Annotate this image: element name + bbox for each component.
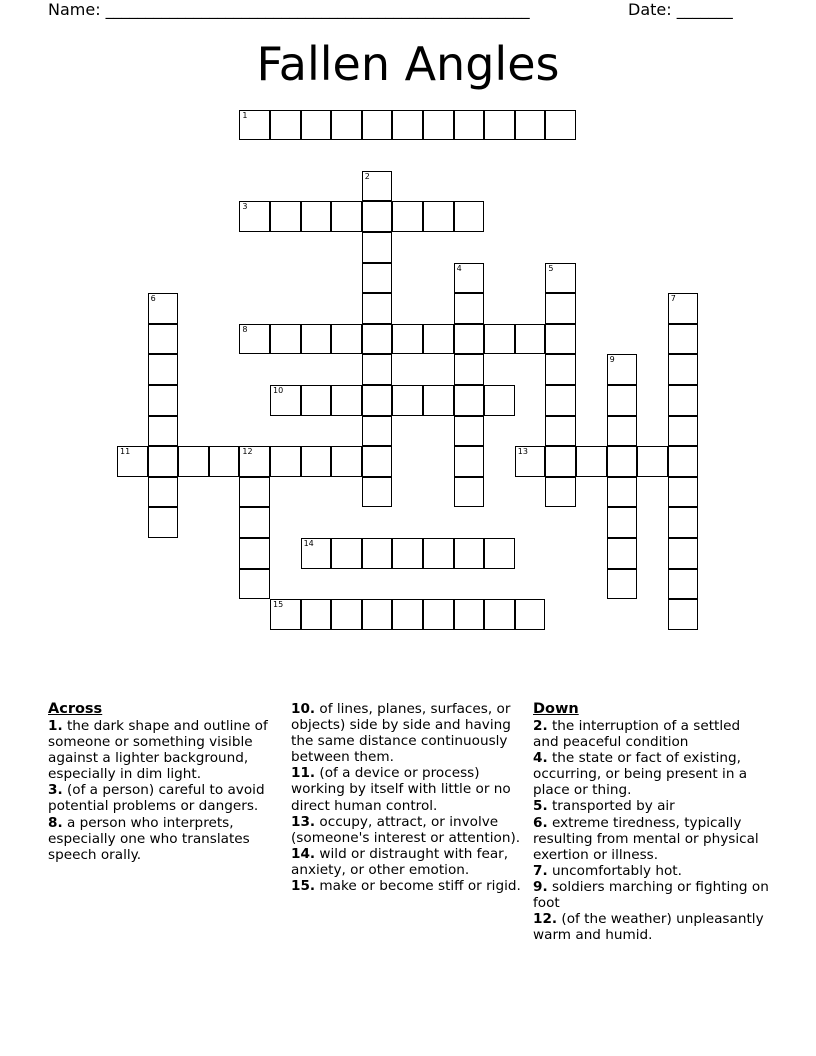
clue-item-text: the state or fact of existing, occurring, or being present in a place or thing. [533, 750, 748, 799]
clue-number: 1 [242, 110, 248, 120]
clue-item-number: 9. [533, 878, 548, 895]
across-clue-list [48, 718, 273, 863]
clue-item-number: 8. [48, 814, 63, 831]
grid-cell[interactable] [239, 507, 270, 538]
grid-cell[interactable] [454, 446, 485, 477]
grid-cell[interactable] [148, 446, 179, 477]
clue-item-text: soldiers marching or fighting on foot [533, 878, 769, 912]
clue-item [533, 911, 769, 943]
grid-cell[interactable] [607, 354, 638, 385]
grid-cell[interactable] [423, 324, 454, 355]
clues-column-3 [533, 701, 769, 943]
clue-item-number: 15. [291, 878, 316, 895]
clue-item [291, 878, 523, 894]
grid-cell[interactable] [668, 385, 699, 416]
grid-cell[interactable] [392, 538, 423, 569]
grid-cell[interactable] [301, 446, 332, 477]
clue-item [533, 718, 769, 750]
grid-cell[interactable] [607, 416, 638, 447]
clue-item [533, 798, 769, 814]
grid-cell[interactable] [545, 446, 576, 477]
clue-item-text: (of a device or process) working by itself with little or no direct human control. [291, 765, 511, 814]
grid-cell[interactable] [668, 599, 699, 630]
grid-cell[interactable] [178, 446, 209, 477]
clue-item-text: (of a person) careful to avoid potential problems or dangers. [48, 782, 265, 815]
grid-cell[interactable] [301, 110, 332, 141]
clue-item [48, 815, 273, 863]
grid-cell[interactable] [607, 446, 638, 477]
grid-cell[interactable] [515, 599, 546, 630]
grid-cell[interactable] [117, 446, 148, 477]
grid-cell[interactable] [239, 538, 270, 569]
grid-cell[interactable] [301, 385, 332, 416]
clue-item-text: occupy, attract, or involve (someone's interest or attention). [291, 813, 521, 846]
grid-cell[interactable] [454, 477, 485, 508]
grid-cell[interactable] [331, 201, 362, 232]
clue-item-text: uncomfortably hot. [547, 862, 682, 879]
grid-cell[interactable] [148, 354, 179, 385]
page-title: Fallen Angles [256, 37, 560, 91]
grid-cell[interactable] [423, 385, 454, 416]
grid-cell[interactable] [270, 201, 301, 232]
clue-item-text: extreme tiredness, typically resulting from mental or physical exertion or illness. [533, 814, 759, 863]
clue-number: 3 [242, 202, 248, 212]
across-clue-list-continued [291, 701, 523, 894]
grid-cell[interactable] [362, 599, 393, 630]
grid-cell[interactable] [239, 110, 270, 141]
grid-cell[interactable] [331, 599, 362, 630]
grid-cell[interactable] [331, 110, 362, 141]
grid-cell[interactable] [362, 385, 393, 416]
down-clue-list [533, 718, 769, 943]
date-field[interactable]: Date: _______ [628, 0, 733, 19]
clue-number: 11 [120, 447, 131, 457]
grid-cell[interactable] [668, 354, 699, 385]
grid-cell[interactable] [545, 324, 576, 355]
grid-cell[interactable] [362, 446, 393, 477]
grid-cell[interactable] [270, 599, 301, 630]
clue-item-number: 13. [291, 813, 316, 830]
clue-number: 9 [609, 355, 615, 365]
grid-cell[interactable] [545, 293, 576, 324]
grid-cell[interactable] [270, 110, 301, 141]
grid-cell[interactable] [362, 293, 393, 324]
grid-cell[interactable] [362, 538, 393, 569]
grid-cell[interactable] [484, 324, 515, 355]
clue-item [533, 879, 769, 911]
grid-cell[interactable] [668, 416, 699, 447]
grid-cell[interactable] [331, 538, 362, 569]
clues-column-1 [48, 701, 273, 863]
grid-cell[interactable] [607, 385, 638, 416]
clue-number: 15 [273, 600, 284, 610]
grid-cell[interactable] [148, 293, 179, 324]
clue-number: 14 [303, 538, 314, 548]
grid-cell[interactable] [607, 477, 638, 508]
grid-cell[interactable] [148, 385, 179, 416]
grid-cell[interactable] [362, 171, 393, 202]
grid-cell[interactable] [392, 201, 423, 232]
clue-item-number: 11. [291, 765, 316, 782]
grid-cell[interactable] [331, 446, 362, 477]
grid-cell[interactable] [484, 538, 515, 569]
grid-cell[interactable] [392, 599, 423, 630]
clue-item [291, 846, 523, 878]
clue-item-number: 2. [533, 718, 548, 734]
clue-item-number: 3. [48, 782, 63, 799]
clue-item [48, 782, 273, 814]
clue-number: 12 [242, 447, 253, 457]
grid-cell[interactable] [270, 324, 301, 355]
clue-item-number: 6. [533, 814, 548, 831]
clue-item-number: 14. [291, 845, 316, 862]
clue-number: 4 [456, 263, 462, 273]
clue-number: 13 [517, 447, 528, 457]
grid-cell[interactable] [484, 385, 515, 416]
grid-cell[interactable] [362, 263, 393, 294]
clue-item-text: the interruption of a settled and peaceful condition [533, 718, 741, 751]
grid-cell[interactable] [239, 477, 270, 508]
grid-cell[interactable] [515, 324, 546, 355]
grid-cell[interactable] [454, 110, 485, 141]
grid-cell[interactable] [607, 507, 638, 538]
grid-cell[interactable] [392, 110, 423, 141]
clue-item [291, 701, 523, 765]
grid-cell[interactable] [668, 293, 699, 324]
clue-item-text: (of the weather) unpleasantly warm and humid. [533, 911, 764, 944]
grid-cell[interactable] [362, 354, 393, 385]
grid-cell[interactable] [607, 569, 638, 600]
grid-cell[interactable] [454, 354, 485, 385]
grid-cell[interactable] [515, 110, 546, 141]
name-field[interactable]: Name: _____________________________________________________ [48, 0, 530, 19]
grid-cell[interactable] [209, 446, 240, 477]
clue-item [533, 750, 769, 798]
grid-cell[interactable] [454, 293, 485, 324]
clue-item-text: make or become stiff or rigid. [315, 878, 521, 895]
clue-item-text: wild or distraught with fear, anxiety, or other emotion. [291, 845, 509, 878]
grid-cell[interactable] [668, 538, 699, 569]
down-heading: Down [533, 701, 579, 717]
grid-cell[interactable] [301, 324, 332, 355]
clue-number: 10 [273, 385, 284, 395]
grid-cell[interactable] [668, 507, 699, 538]
grid-cell[interactable] [392, 324, 423, 355]
clue-number: 2 [364, 171, 370, 181]
clue-item-number: 4. [533, 750, 548, 767]
grid-cell[interactable] [239, 569, 270, 600]
grid-cell[interactable] [454, 538, 485, 569]
grid-cell[interactable] [423, 538, 454, 569]
grid-cell[interactable] [148, 477, 179, 508]
clue-item-number: 7. [533, 862, 548, 879]
grid-cell[interactable] [301, 538, 332, 569]
grid-cell[interactable] [423, 201, 454, 232]
grid-cell[interactable] [362, 201, 393, 232]
grid-cell[interactable] [362, 416, 393, 447]
clue-item-number: 12. [533, 911, 558, 928]
grid-cell[interactable] [362, 110, 393, 141]
grid-cell[interactable] [637, 446, 668, 477]
grid-cell[interactable] [454, 263, 485, 294]
grid-cell[interactable] [454, 385, 485, 416]
clue-item-text: of lines, planes, surfaces, or objects) side by side and having the same distance continuously between them. [291, 701, 511, 766]
clue-item [48, 718, 273, 782]
grid-cell[interactable] [545, 110, 576, 141]
clue-item-number: 10. [291, 701, 316, 717]
grid-cell[interactable] [607, 538, 638, 569]
clue-item [291, 765, 523, 813]
grid-cell[interactable] [668, 324, 699, 355]
clue-item [533, 863, 769, 879]
grid-cell[interactable] [454, 201, 485, 232]
grid-cell[interactable] [270, 385, 301, 416]
grid-cell[interactable] [484, 599, 515, 630]
clue-item-number: 1. [48, 718, 63, 734]
grid-cell[interactable] [239, 324, 270, 355]
grid-cell[interactable] [270, 446, 301, 477]
grid-cell[interactable] [545, 385, 576, 416]
clue-item-text: the dark shape and outline of someone or something visible against a lighter background, especially in dim light. [48, 718, 268, 783]
grid-cell[interactable] [576, 446, 607, 477]
grid-cell[interactable] [454, 324, 485, 355]
grid-cell[interactable] [454, 416, 485, 447]
grid-cell[interactable] [545, 477, 576, 508]
grid-cell[interactable] [423, 599, 454, 630]
grid-cell[interactable] [423, 110, 454, 141]
grid-cell[interactable] [362, 477, 393, 508]
grid-cell[interactable] [668, 477, 699, 508]
clue-item-number: 5. [533, 798, 548, 815]
clue-number: 7 [670, 294, 676, 304]
grid-cell[interactable] [545, 354, 576, 385]
clue-number: 8 [242, 324, 248, 334]
grid-cell[interactable] [545, 416, 576, 447]
across-heading: Across [48, 701, 103, 717]
grid-cell[interactable] [362, 232, 393, 263]
grid-cell[interactable] [148, 416, 179, 447]
clues-column-2 [291, 701, 523, 894]
clue-number: 5 [548, 263, 554, 273]
grid-cell[interactable] [239, 201, 270, 232]
grid-cell[interactable] [668, 446, 699, 477]
grid-cell[interactable] [362, 324, 393, 355]
grid-cell[interactable] [301, 599, 332, 630]
clue-item-text: transported by air [547, 798, 675, 815]
grid-cell[interactable] [331, 385, 362, 416]
grid-cell[interactable] [331, 324, 362, 355]
grid-cell[interactable] [515, 446, 546, 477]
grid-cell[interactable] [484, 110, 515, 141]
clue-item-text: a person who interprets, especially one who translates speech orally. [48, 814, 250, 863]
grid-cell[interactable] [239, 446, 270, 477]
grid-cell[interactable] [148, 324, 179, 355]
clue-item [533, 815, 769, 863]
grid-cell[interactable] [668, 569, 699, 600]
grid-cell[interactable] [545, 263, 576, 294]
grid-cell[interactable] [148, 507, 179, 538]
clue-item [291, 814, 523, 846]
grid-cell[interactable] [392, 385, 423, 416]
grid-cell[interactable] [454, 599, 485, 630]
clue-number: 6 [150, 294, 156, 304]
grid-cell[interactable] [301, 201, 332, 232]
